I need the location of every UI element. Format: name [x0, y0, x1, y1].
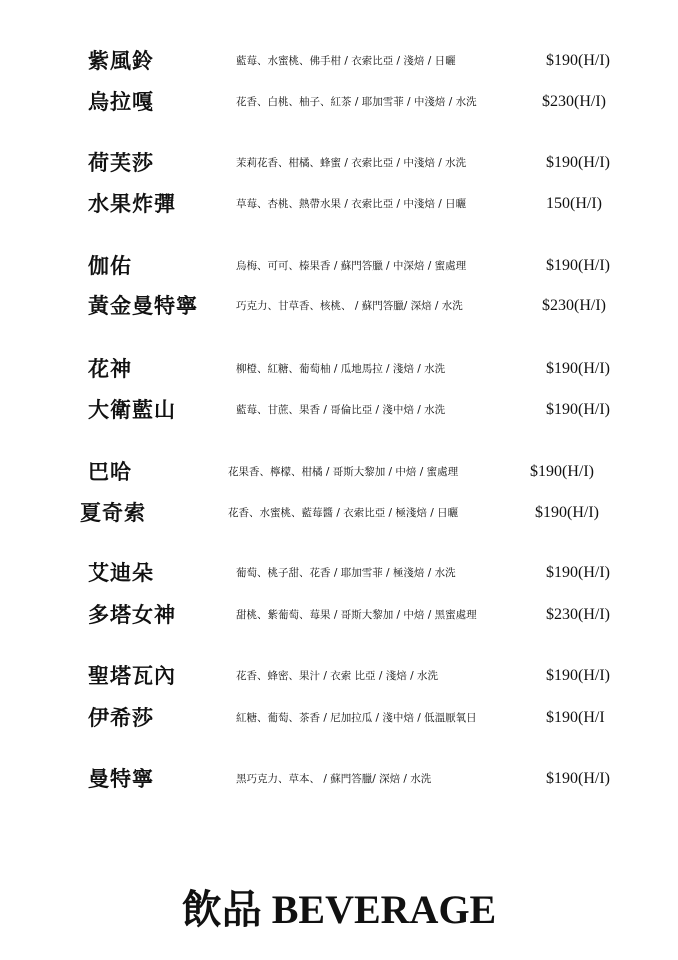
- item-notes: 黑巧克力、草本、 / 蘇門答臘/ 深焙 / 水洗: [236, 773, 432, 785]
- menu-item: [0, 599, 678, 631]
- item-price: $190(H/I): [546, 52, 610, 69]
- item-price: $190(H/I): [546, 667, 610, 684]
- item-notes: 草莓、杏桃、熱帶水果 / 衣索比亞 / 中淺焙 / 日曬: [236, 198, 467, 210]
- item-price: $190(H/I: [546, 709, 605, 726]
- menu-item: [0, 557, 678, 589]
- item-notes: 花果香、檸檬、柑橘 / 哥斯大黎加 / 中焙 / 蜜處理: [228, 466, 459, 478]
- menu-item: [0, 353, 678, 385]
- item-price: $230(H/I): [546, 606, 610, 623]
- menu-item: [0, 456, 678, 488]
- item-price: $190(H/I): [546, 564, 610, 581]
- item-notes: 巧克力、甘草香、核桃、 / 蘇門答臘/ 深焙 / 水洗: [236, 300, 463, 312]
- menu-item: [0, 763, 678, 795]
- item-price: $190(H/I): [546, 401, 610, 418]
- item-notes: 藍莓、水蜜桃、佛手柑 / 衣索比亞 / 淺焙 / 日曬: [236, 55, 456, 67]
- item-price: $230(H/I): [542, 93, 606, 110]
- item-name: 烏拉嘎: [88, 90, 154, 114]
- item-name: 紫風鈴: [88, 49, 154, 73]
- item-name: 伊希莎: [88, 706, 154, 730]
- item-price: $190(H/I): [535, 504, 599, 521]
- item-name: 大衛藍山: [88, 398, 176, 422]
- menu-item: [0, 497, 678, 529]
- item-name: 伽佑: [88, 254, 132, 278]
- item-notes: 葡萄、桃子甜、花香 / 耶加雪菲 / 極淺焙 / 水洗: [236, 567, 456, 579]
- item-notes: 茉莉花香、柑橘、蜂蜜 / 衣索比亞 / 中淺焙 / 水洗: [236, 157, 467, 169]
- item-price: $190(H/I): [546, 360, 610, 377]
- item-notes: 紅糖、葡萄、茶香 / 尼加拉瓜 / 淺中焙 / 低溫厭氧日: [236, 712, 477, 724]
- item-name: 艾迪朵: [88, 561, 154, 585]
- item-price: $190(H/I): [530, 463, 594, 480]
- menu-item: [0, 250, 678, 282]
- item-price: $230(H/I): [542, 297, 606, 314]
- menu-item: [0, 660, 678, 692]
- item-notes: 花香、水蜜桃、藍莓醬 / 衣索比亞 / 極淺焙 / 日曬: [228, 507, 459, 519]
- menu-item: [0, 188, 678, 220]
- section-title: 飲品 BEVERAGE: [181, 887, 497, 932]
- item-name: 多塔女神: [88, 603, 176, 627]
- item-name: 黃金曼特寧: [88, 294, 198, 318]
- item-notes: 柳橙、紅糖、葡萄柚 / 瓜地馬拉 / 淺焙 / 水洗: [236, 363, 446, 375]
- item-notes: 烏梅、可可、榛果香 / 蘇門答臘 / 中深焙 / 蜜處理: [236, 260, 467, 272]
- item-name: 花神: [88, 357, 132, 381]
- menu-item: [0, 290, 678, 322]
- item-name: 夏奇索: [80, 501, 146, 525]
- item-price: $190(H/I): [546, 257, 610, 274]
- item-name: 巴哈: [88, 460, 132, 484]
- item-price: $190(H/I): [546, 154, 610, 171]
- item-notes: 藍莓、甘蔗、果香 / 哥倫比亞 / 淺中焙 / 水洗: [236, 404, 446, 416]
- item-name: 荷芙莎: [88, 151, 154, 175]
- menu-item: [0, 394, 678, 426]
- item-price: $190(H/I): [546, 770, 610, 787]
- item-notes: 甜桃、紫葡萄、莓果 / 哥斯大黎加 / 中焙 / 黑蜜處理: [236, 609, 477, 621]
- item-name: 聖塔瓦內: [88, 664, 176, 688]
- menu-item: [0, 702, 678, 734]
- item-notes: 花香、蜂密、果汁 / 衣索 比亞 / 淺焙 / 水洗: [236, 670, 438, 682]
- item-price: 150(H/I): [546, 195, 602, 212]
- menu-item: [0, 45, 678, 77]
- menu-item: [0, 147, 678, 179]
- item-notes: 花香、白桃、柚子、紅茶 / 耶加雪菲 / 中淺焙 / 水洗: [236, 96, 477, 108]
- menu-item: [0, 86, 678, 118]
- item-name: 曼特寧: [88, 767, 154, 791]
- item-name: 水果炸彈: [88, 192, 176, 216]
